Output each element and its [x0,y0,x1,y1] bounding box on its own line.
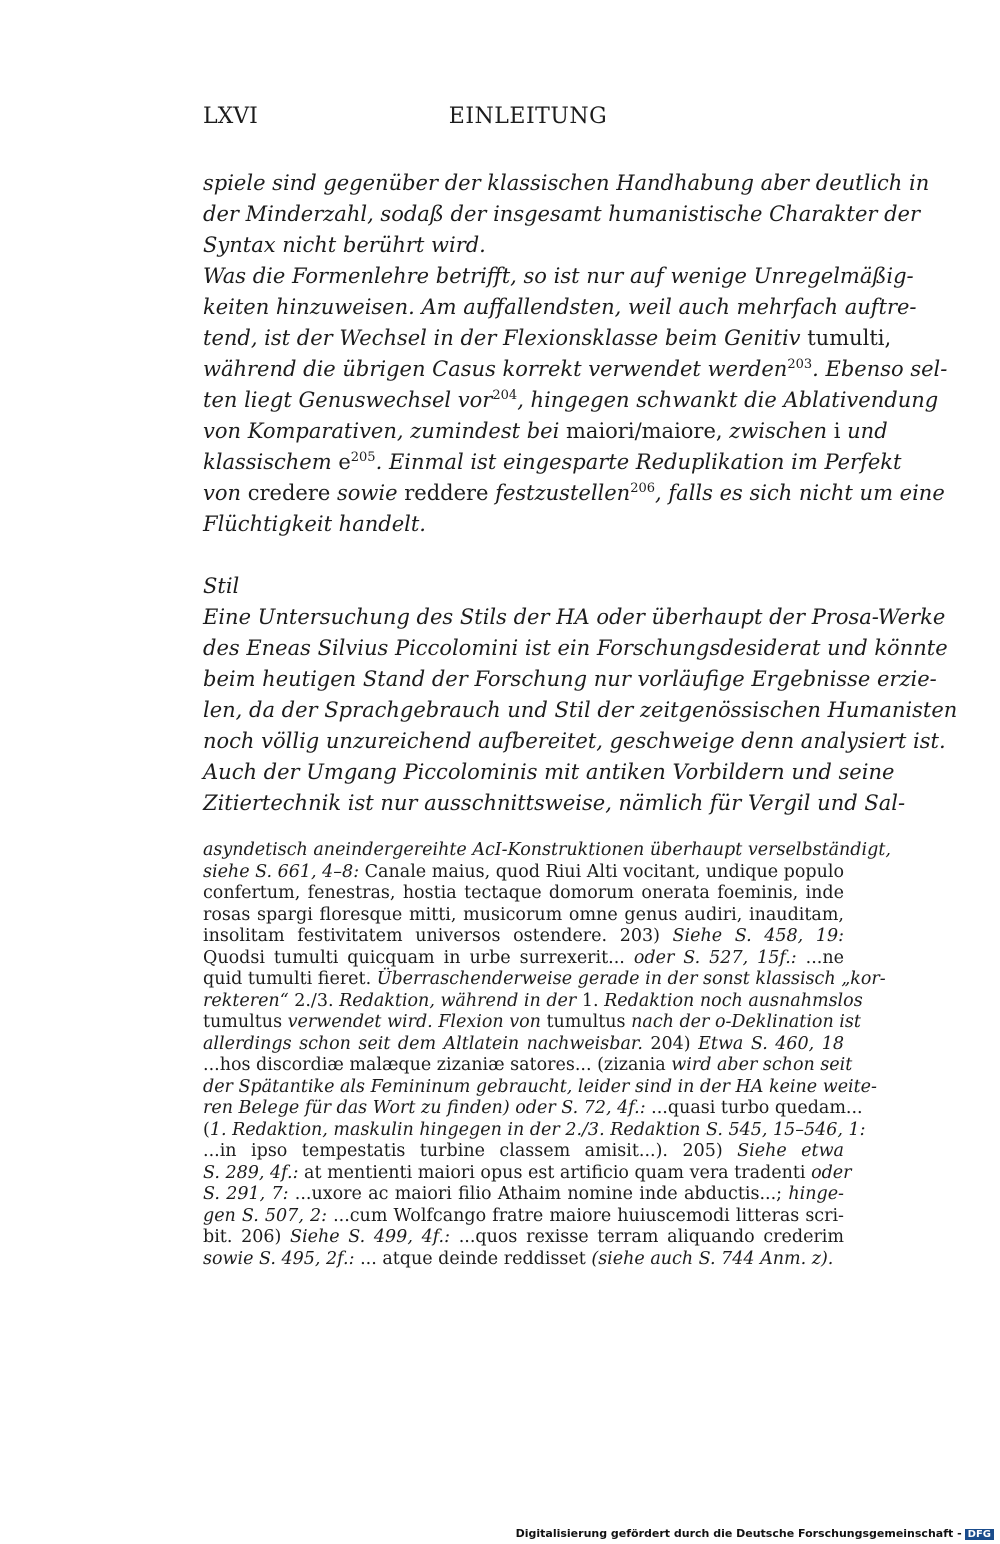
text-line: ten liegt Genuswechsel vor$^{204}$, hingegen schwankt die Ablativendung [203,388,939,412]
running-title: EINLEITUNG [448,104,608,129]
footnote-line: sowie S. 495, 2f.: ... atque deinde reddisset (siehe auch S. 744 Anm. z). [203,1248,834,1269]
page-number: LXVI [203,104,258,129]
footnote-line: quid tumulti fieret. Überraschenderweise gerade in der sonst klassisch „kor- [203,969,886,989]
footnote-line: bit. 206) Siehe S. 499, 4f.: ...quos rexisse terram aliquando crederim [203,1227,844,1247]
funding-note: Digitalisierung gefördert durch die Deutsche Forschungsgemeinschaft - DFG [516,1527,994,1540]
text-line: spiele sind gegenüber der klassischen Handhabung aber deutlich in [203,171,930,195]
footnote-line: rosas spargi floresque mitti, musicorum omne genus audiri, inauditam, [203,904,844,925]
footnote-ref: 204 [492,388,518,403]
footnote-line: Quodsi tumulti quicquam in urbe surrexerit... oder S. 527, 15f.: ...ne [203,947,844,968]
footnote-line: ...in ipso tempestatis turbine classem amisit...). 205) Siehe etwa [203,1141,844,1161]
section-heading: Stil [203,574,240,598]
footnote-line: asyndetisch aneindergereihte AcI-Konstruktionen überhaupt verselbständigt, [203,840,891,860]
footnote-line: rekteren“ 2./3. Redaktion, während in der 1. Redaktion noch ausnahmslos [203,990,863,1011]
blank-line [203,540,853,571]
footnote-line: insolitam festivitatem universos ostendere. 203) Siehe S. 458, 19: [203,926,844,946]
text-line: von Komparativen, zumindest bei maiori/maiore, zwischen i und [203,419,888,443]
footnote-line: tumultus verwendet wird. Flexion von tumultus nach der o-Deklination ist [203,1012,861,1032]
text-line: Eine Untersuchung des Stils der HA oder überhaupt der Prosa-Werke [203,605,946,629]
text-line: keiten hinzuweisen. Am auffallendsten, weil auch mehrfach auftre- [203,295,917,319]
footnote-line: ...hos discordiæ malæque zizaniæ satores... (zizania wird aber schon seit [203,1055,853,1075]
text-line: Syntax nicht berührt wird. [203,233,486,257]
footnote-line: gen S. 507, 2: ...cum Wolfcango fratre maiore huiuscemodi litteras scri- [203,1205,844,1226]
text-line: beim heutigen Stand der Forschung nur vorläufige Ergebnisse erzie- [203,667,937,691]
text-line: Was die Formenlehre betrifft, so ist nur auf wenige Unregelmäßig- [203,264,914,288]
footnote-line: siehe S. 661, 4–8: Canale maius, quod Riui Alti vocitant, undique populo [203,861,844,882]
text-line: des Eneas Silvius Piccolomini ist ein Forschungsdesiderat und könnte [203,636,948,660]
footnote-line: der Spätantike als Femininum gebraucht, leider sind in der HA keine weite- [203,1076,877,1097]
text-line: klassischem $e^{205}$. Einmal ist eingesparte Reduplikation im Perfekt [203,450,902,474]
footnote-ref: 205 [350,450,376,465]
dfg-logo: DFG [965,1529,994,1540]
footnote-line: ren Belege für das Wort zu finden) oder S. 72, 4f.: ...quasi turbo quedam... [203,1098,863,1118]
text-line: Auch der Umgang Piccolominis mit antiken Vorbildern und seine [203,760,895,784]
footnote-line: confertum, fenestras, hostia tectaque domorum onerata foeminis, inde [203,883,844,903]
footnote-line: (1. Redaktion, maskulin hingegen in der 2./3. Redaktion S. 545, 15–546, 1: [203,1119,866,1140]
footnote-line: S. 291, 7: ...uxore ac maiori filio Athaim nomine inde abductis...; hinge- [203,1184,844,1204]
text-line: noch völlig unzureichend aufbereitet, geschweige denn analysiert ist. [203,729,946,753]
footnote-line: S. 289, 4f.: at mentienti maiori opus est artificio quam vera tradenti oder [203,1162,852,1183]
footnotes [203,840,891,1270]
text-line: Flüchtigkeit handelt. [203,512,426,536]
text-line: tend, ist der Wechsel in der Flexionsklasse beim Genitiv tumulti, [203,326,892,350]
text-line: von credere sowie reddere festzustellen$^{206}$, falls es sich nicht um eine [203,481,945,505]
text-line: Zitiertechnik ist nur ausschnittsweise, nämlich für Vergil und Sal- [203,791,906,815]
text-line: len, da der Sprachgebrauch und Stil der zeitgenössischen Humanisten [203,698,958,722]
text-line: der Minderzahl, sodaß der insgesamt humanistische Charakter der [203,202,921,226]
page-header [203,104,853,138]
footnote-line: allerdings schon seit dem Altlatein nachweisbar. 204) Etwa S. 460, 18 [203,1033,844,1054]
footnote-ref: 206 [630,481,656,496]
main-text [203,168,958,819]
footnote-ref: 203 [787,357,813,372]
text-line: während die übrigen Casus korrekt verwendet werden$^{203}$. Ebenso sel- [203,357,948,381]
